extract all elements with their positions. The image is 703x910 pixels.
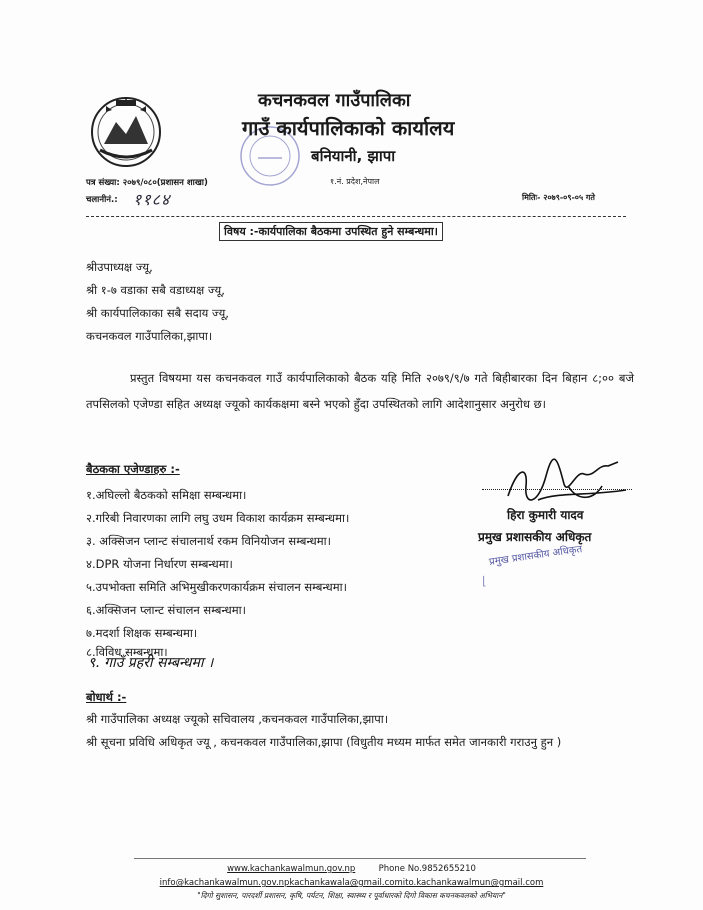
footer-divider	[134, 858, 586, 859]
handwritten-agenda-item: ९. गाउँ प्रहरी सम्बन्धमा ।	[88, 655, 214, 671]
footer-contact	[0, 864, 703, 874]
header-divider	[86, 216, 626, 217]
recipient-line: श्रीउपाध्यक्ष ज्यू,	[86, 260, 153, 274]
office-location: बनियानी, झापा	[311, 147, 396, 165]
signer-stamp: प्रमुख प्रशासकीय अधिकृत	[488, 543, 583, 568]
signature-line	[482, 489, 632, 490]
agenda-item: ७.मदर्शा शिक्षक सम्बन्धमा।	[86, 626, 198, 640]
footer-slogan: "दिगो सुशासन, पारदर्शी प्रशासन, कृषि, पर्यटन, शिक्षा, स्वास्थ्य र पूर्वाधारको दिगो विकास कचनकवलको अभियान"	[197, 891, 506, 900]
letter-date: मितिः- २०७९-०९-०५ गते	[522, 193, 595, 202]
footer-email-link[interactable]: info@kachankawalmun.gov.npkachankawala@gmail.comito.kachankawalmun@gmail.com	[159, 878, 544, 888]
recipient-line: कचनकवल गाउँपालिका,झापा।	[86, 329, 213, 343]
province-line: १.नं. प्रदेश,नेपाल	[330, 177, 380, 186]
body-paragraph: प्रस्तुत विषयमा यस कचनकवल गाउँ कार्यपालिकाको बैठक यहि मिति २०७९/९/७ गते बिहीबारका दिन बिहान ८;०० बजे तपसिलको एजेण्डा सहित अध्यक्ष ज्यूको कार्यकक्षमा बस्ने भएको हुँदा उपस्थितको लागि आदेशानुसार अनुरोध छ।	[86, 371, 634, 411]
recipient-line: श्री १-७ वडाका सबै वडाध्यक्ष ज्यू,	[86, 283, 225, 297]
signer-title: प्रमुख प्रशासकीय अधिकृत	[478, 530, 592, 544]
stamp-bracket-icon: ⌊	[482, 574, 487, 588]
office-name: गाउँ कार्यपालिकाको कार्यालय	[242, 116, 455, 140]
signature-scribble-icon	[498, 456, 632, 512]
bodhartha-line: श्री सूचना प्रविधि अधिकृत ज्यू , कचनकवल गाउँपालिका,झापा (विधुतीय मध्यम मार्फत समेत जानकारी गराउनु हुन )	[86, 735, 562, 749]
footer-emails	[0, 878, 703, 888]
agenda-heading: बैठकका एजेण्डाहरु :-	[86, 462, 180, 476]
bodhartha-line: श्री गाउँपालिका अध्यक्ष ज्यूको सचिवालय ,कचनकवल गाउँपालिका,झापा।	[86, 712, 389, 726]
agenda-item: ८.विविध सम्बन्धमा।	[86, 645, 168, 659]
signer-name: हिरा कुमारी यादव	[507, 508, 584, 522]
reference-number: पत्र संख्या: २०७९/०८०(प्रशासन शाखा)	[86, 178, 208, 188]
recipient-line: श्री कार्यपालिकाका सबै सदाय ज्यू,	[86, 306, 229, 320]
agenda-item: ३. अक्सिजन प्लान्ट संचालनार्थ रकम विनियोजन सम्बन्धमा।	[86, 534, 331, 548]
agenda-item: २.गरिबी निवारणका लागि लघु उधम विकाश कार्यक्रम सम्बन्धमा।	[86, 511, 350, 525]
subject-line: विषय :-कार्यपालिका बैठकमा उपस्थित हुने सम्बन्धमा।	[219, 222, 443, 241]
footer-phone: Phone No.9852655210	[378, 864, 476, 874]
agenda-item: ५.उपभोक्ता समिति अभिमुखीकरणकार्यक्रम संचालन सम्बन्धमा।	[86, 580, 347, 594]
dispatch-label: चलानीनं.:	[86, 195, 118, 205]
agenda-item: ४.DPR योजना निर्धारण सम्बन्धमा।	[86, 557, 233, 571]
footer-website-link[interactable]: www.kachankawalmun.gov.np	[227, 864, 356, 874]
municipality-name: कचनकवल गाउँपालिका	[258, 90, 411, 111]
bodhartha-heading: बोधार्थ :-	[86, 690, 127, 704]
agenda-item: ६.अक्सिजन प्लान्ट संचालन सम्बन्धमा।	[86, 603, 246, 617]
nepal-government-emblem-icon	[86, 92, 166, 170]
dispatch-number: ११८४	[133, 190, 171, 209]
agenda-item: १.अघिल्लो बैठकको समिक्षा सम्बन्धमा।	[86, 488, 247, 502]
